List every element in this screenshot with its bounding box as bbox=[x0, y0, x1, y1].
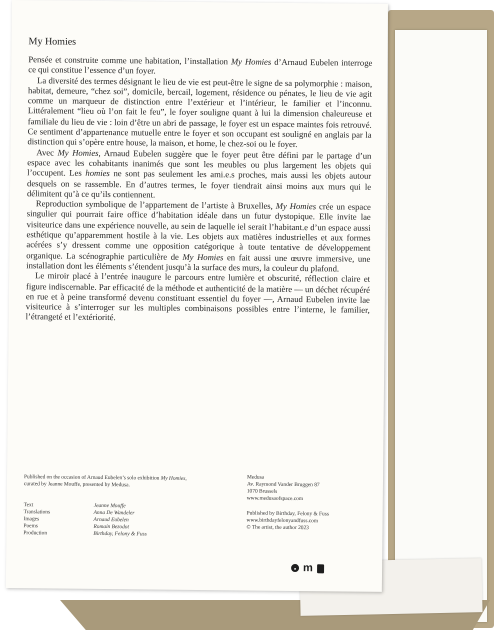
printed-sheet bbox=[6, 0, 388, 592]
venue-street: Av. Raymond Vander Bruggen 87 bbox=[246, 481, 320, 489]
colophon-intro-line: Published on the occasion of Arnaud Eubelen’s solo exhibition bbox=[23, 474, 161, 482]
venue-name: Medusa bbox=[246, 474, 265, 481]
venue-block bbox=[246, 475, 377, 533]
paragraph-text: ne sont pas seulement les ami.e.s proches, mais aussi les objets autour desquels on se rassemble. En d’autres termes, le foyer tiendrait ainsi moins aux murs qui le délimitent qu’à ce qu’ils contiennent. bbox=[26, 168, 372, 200]
essay-paragraph bbox=[26, 270, 371, 325]
document-title: My Homies bbox=[28, 36, 77, 48]
colophon-intro bbox=[24, 474, 244, 490]
colophon-curator-line: curated by Jeanne Mouffe, presented by Medusa. bbox=[23, 481, 130, 489]
white-card-behind bbox=[395, 30, 487, 622]
paragraph-text: crée un espace singulier qui pourrait faire office d’habitation idéale dans un futur dystopique. Elle invite lae visiteurice dans une expérience nouvelle, au sein de laquelle iel serait l’habitant.e d’un espace aussi esthétique qu’apparemment hostile à la vie. Les objets aux matières industrielles et aux formes acérées s’y dressent comme une opposition catégorique à toute tentative de développement organique. La scénographie particulière de bbox=[26, 201, 371, 262]
colophon-comma: , bbox=[185, 475, 187, 482]
credit-name: Birthday, Felony & Fuss bbox=[93, 530, 147, 538]
credit-role: Production bbox=[23, 530, 48, 537]
publisher-website: www.birthdayfelonyandfuss.com bbox=[246, 517, 319, 525]
paragraph-text: en fait aussi une œuvre immersive, une installation dont les éléments s’étendent jusqu’à la surface des murs, la couleur du plafond. bbox=[26, 251, 371, 274]
credit-name: Anna De Wandeler bbox=[93, 509, 135, 517]
credit-role: Images bbox=[23, 516, 40, 523]
credit-name: Romain Bezodot bbox=[93, 523, 130, 531]
credits-list bbox=[23, 502, 243, 539]
publisher-logos bbox=[291, 563, 324, 573]
paragraph-text: Reproduction symbolique de l’appartement de l’artiste à Bruxelles, bbox=[35, 198, 276, 211]
venue-website: www.medusaofspace.com bbox=[246, 495, 304, 503]
credit-role: Poems bbox=[23, 523, 38, 530]
paragraph-text: La diversité des termes désignant le lieu de vie est peut-être le signe de sa polymorphie : maison, habitat, demeure, “chez soi”, domicile, bercail, logement, résidence ou pénates, le lieu de vie agit comme un marqueur de distinction entre l’extérieur et l’intérieur, le familier et l’inconnu. Littéralement “lieu où l’on fait le feu”, le foyer souligne quant à lui la dimension chaleureuse et familiale du lieu de vie : loin d’être un abri de passage, le foyer est un espace maintes fois retrouvé. Ce sentiment d’appartenance mutuelle entre le foyer et son occupant est souligné en anglais par la distinction qui s’opère entre house, la maison, et home, le chez-soi ou le foyer. bbox=[27, 74, 373, 150]
paragraph-text: d’Arnaud Eubelen interroge ce qui constitue l’essence d’un foyer. bbox=[28, 56, 373, 76]
essay-paragraph bbox=[27, 147, 372, 202]
publisher-line: Published by Birthday, Felony & Fuss bbox=[246, 510, 329, 518]
paragraph-text: , Arnaud Eubelen suggère que le foyer peut être défini par le partage d’un espace avec les cohabitants inanimés que sont les meubles ou plus largement les objets qui l’occupent. Les bbox=[27, 147, 372, 179]
venue-city: 1070 Brussels bbox=[246, 488, 278, 495]
credit-row bbox=[23, 530, 243, 539]
paragraph-text: Pensée et construite comme une habitation, l’installation bbox=[28, 54, 232, 67]
copyright-line: © The artist, the author 2023 bbox=[246, 524, 309, 532]
credit-role: Translations bbox=[23, 509, 51, 516]
credit-name: Arnaud Eubelen bbox=[93, 516, 129, 524]
italic-title-text: My Homies bbox=[57, 147, 99, 158]
publisher-circle-logo-icon: ● bbox=[291, 564, 299, 572]
paragraph-text: Avec bbox=[36, 146, 58, 158]
essay-paragraph bbox=[26, 198, 371, 274]
italic-title-text: My Homies bbox=[182, 251, 224, 262]
italic-title-text: homies bbox=[85, 168, 110, 179]
medusa-m-logo-icon: m bbox=[303, 562, 313, 575]
credit-name: Jeanne Mouffe bbox=[93, 502, 126, 510]
essay-body bbox=[26, 54, 373, 325]
credit-role: Text bbox=[23, 502, 34, 509]
essay-paragraph bbox=[27, 75, 372, 151]
small-block-logo-icon bbox=[317, 564, 324, 573]
paragraph-text: Le miroir placé à l’entrée inaugure le parcours entre lumière et obscurité, réflection claire et figure indiscernable. Par efficacité de la méthode et authenticité de la matière — un déchet récupéré en rue et à peine transformé devenu constituant essentiel du foyer —, Arnaud Eubelen invite lae visiteurice à s’interroger sur les multiples combinaisons possibles entre l’interne, le familier, l’étrangeté et l’extériorité. bbox=[25, 270, 371, 323]
colophon-exhibition-title: My Homies bbox=[160, 475, 186, 482]
italic-title-text: My Homies bbox=[230, 56, 272, 67]
italic-title-text: My Homies bbox=[275, 200, 317, 212]
